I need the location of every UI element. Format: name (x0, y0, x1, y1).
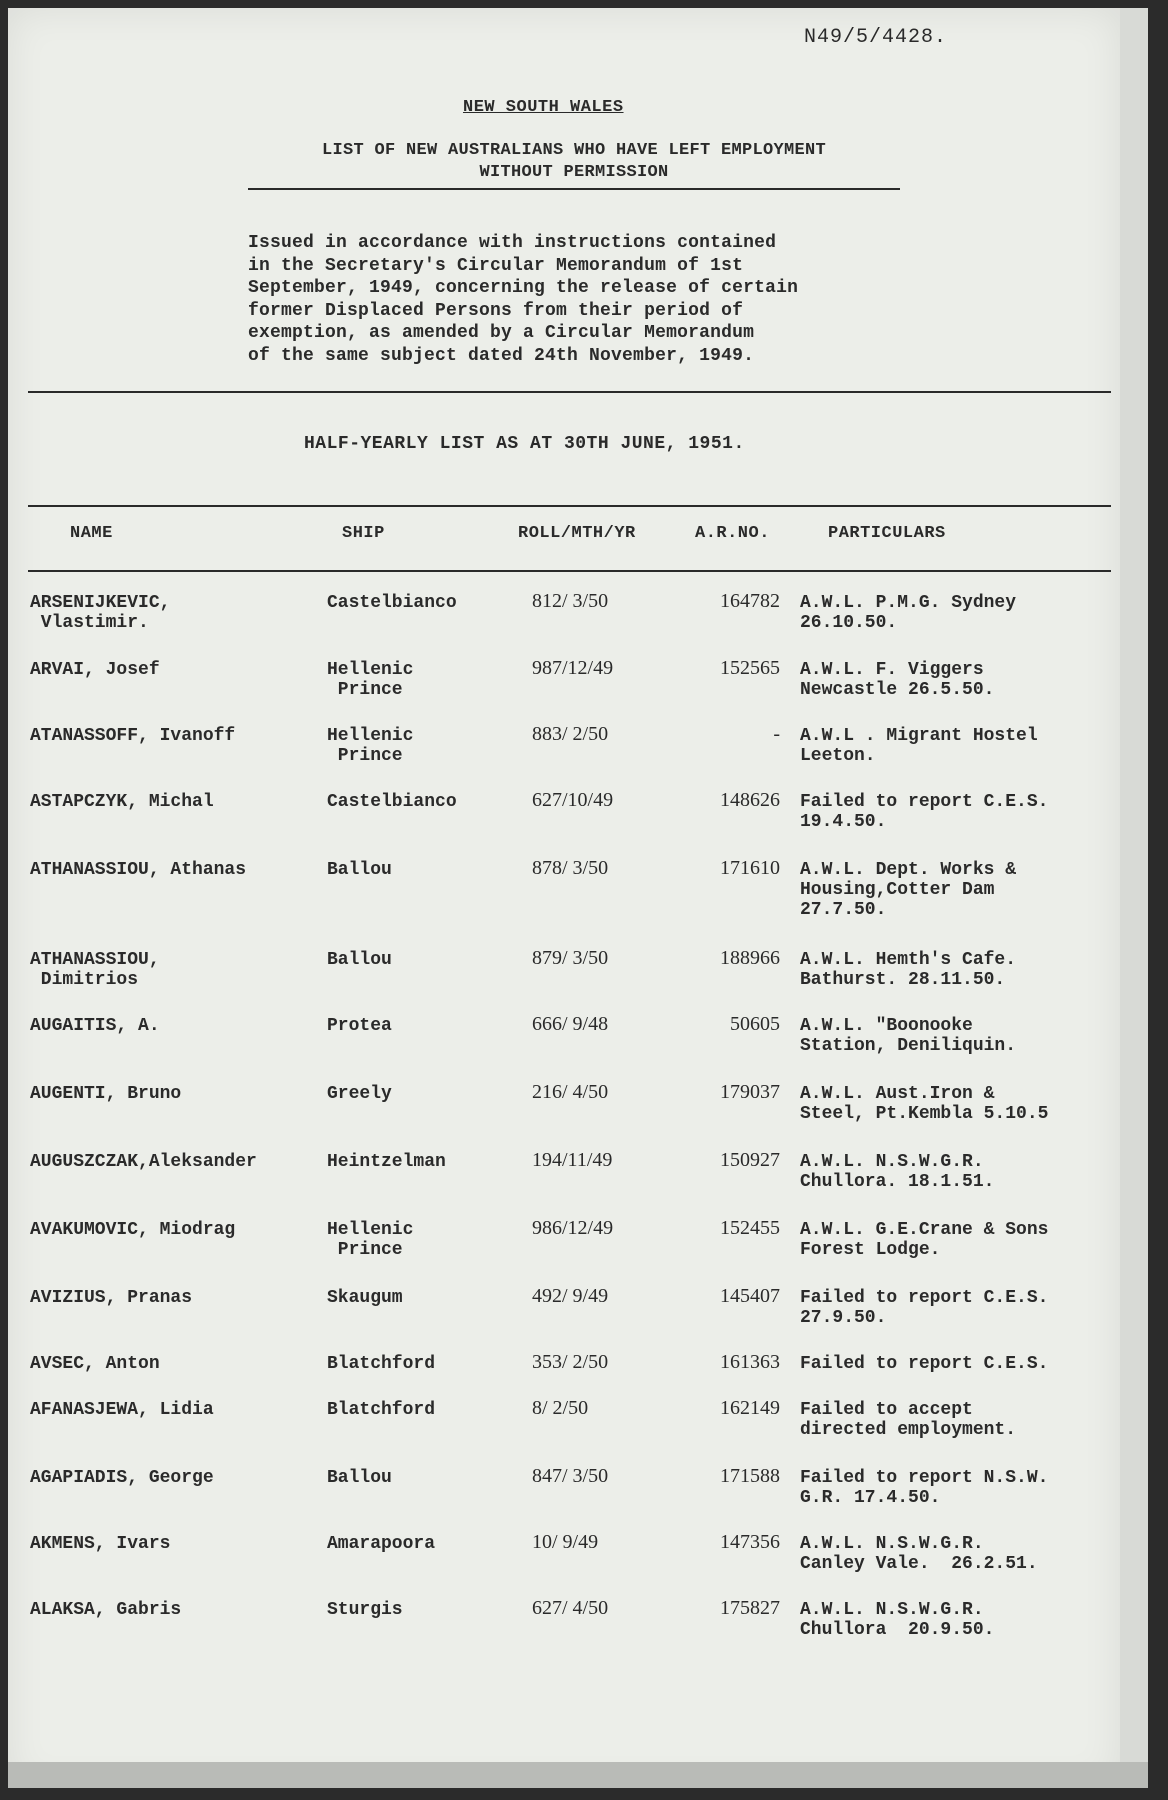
row-ar-no: 145407 (720, 1285, 780, 1307)
row-particulars: Failed to report N.S.W. G.R. 17.4.50. (800, 1468, 1049, 1508)
row-particulars: A.W.L. G.E.Crane & Sons Forest Lodge. (800, 1220, 1049, 1260)
row-ship: Blatchford (327, 1400, 436, 1420)
page-edge (1120, 8, 1148, 1788)
row-name: ATHANASSIOU, Athanas (30, 860, 247, 880)
row-name: AVAKUMOVIC, Miodrag (30, 1220, 236, 1240)
row-roll: 812/ 3/50 (532, 590, 609, 612)
row-particulars: A.W.L. N.S.W.G.R. Chullora. 18.1.51. (800, 1152, 995, 1192)
row-name: ATANASSOFF, Ivanoff (30, 726, 236, 746)
row-name: AKMENS, Ivars (30, 1534, 171, 1554)
divider-rule (28, 391, 1111, 393)
row-name: ARSENIJKEVIC, Vlastimir. (30, 593, 171, 633)
row-particulars: A.W.L. Aust.Iron & Steel, Pt.Kembla 5.10.5 (800, 1084, 1049, 1124)
row-roll: 492/ 9/49 (532, 1285, 609, 1307)
row-roll: 353/ 2/50 (532, 1351, 609, 1373)
row-roll: 666/ 9/48 (532, 1013, 609, 1035)
row-ship: Ballou (327, 1468, 392, 1488)
header-particulars: PARTICULARS (828, 524, 946, 543)
row-particulars: A.W.L . Migrant Hostel Leeton. (800, 726, 1038, 766)
row-particulars: Failed to report C.E.S. 19.4.50. (800, 792, 1049, 832)
row-name: ATHANASSIOU, Dimitrios (30, 950, 160, 990)
row-roll: 627/ 4/50 (532, 1597, 609, 1619)
row-particulars: Failed to accept directed employment. (800, 1400, 1017, 1440)
header-roll: ROLL/MTH/YR (518, 524, 636, 543)
row-roll: 847/ 3/50 (532, 1465, 609, 1487)
row-ship: Greely (327, 1084, 392, 1104)
row-name: AVSEC, Anton (30, 1354, 160, 1374)
row-ar-no: 188966 (720, 947, 780, 969)
title-line-1: LIST OF NEW AUSTRALIANS WHO HAVE LEFT EMPLOYMENT (321, 141, 827, 160)
row-name: ALAKSA, Gabris (30, 1600, 182, 1620)
row-name: AUGAITIS, A. (30, 1016, 160, 1036)
row-ar-no: 152455 (720, 1217, 780, 1239)
list-date-heading: HALF-YEARLY LIST AS AT 30TH JUNE, 1951. (304, 434, 745, 454)
row-ar-no: 162149 (720, 1397, 780, 1419)
row-name: AVIZIUS, Pranas (30, 1288, 193, 1308)
row-ship: Ballou (327, 860, 392, 880)
divider-rule (28, 570, 1111, 572)
row-roll: 878/ 3/50 (532, 857, 609, 879)
state-heading: NEW SOUTH WALES (463, 98, 624, 117)
row-roll: 194/11/49 (532, 1149, 613, 1171)
row-roll: 986/12/49 (532, 1217, 614, 1239)
row-ar-no: 179037 (720, 1081, 780, 1103)
row-name: ASTAPCZYK, Michal (30, 792, 214, 812)
row-ship: Ballou (327, 950, 392, 970)
row-particulars: A.W.L. F. Viggers Newcastle 26.5.50. (800, 660, 995, 700)
row-ar-no: 152565 (720, 657, 780, 679)
row-roll: 627/10/49 (532, 789, 614, 811)
row-name: AUGENTI, Bruno (30, 1084, 182, 1104)
reference-number: N49/5/4428. (804, 26, 948, 49)
row-particulars: A.W.L. Dept. Works & Housing,Cotter Dam 27.7.50. (800, 860, 1017, 920)
row-ar-no: 161363 (720, 1351, 780, 1373)
divider-rule (28, 505, 1111, 507)
row-ar-no: 171588 (720, 1465, 780, 1487)
row-ar-no: 148626 (720, 789, 780, 811)
row-roll: 883/ 2/50 (532, 723, 609, 745)
row-roll: 8/ 2/50 (532, 1397, 589, 1419)
row-ship: Castelbianco (327, 792, 457, 812)
row-particulars: Failed to report C.E.S. 27.9.50. (800, 1288, 1049, 1328)
row-particulars: A.W.L. N.S.W.G.R. Canley Vale. 26.2.51. (800, 1534, 1038, 1574)
row-roll: 879/ 3/50 (532, 947, 609, 969)
header-ship: SHIP (342, 524, 385, 543)
row-ar-no: 175827 (720, 1597, 780, 1619)
row-ship: Sturgis (327, 1600, 403, 1620)
row-ar-no: - (773, 723, 780, 745)
row-particulars: Failed to report C.E.S. (800, 1354, 1049, 1374)
row-ar-no: 147356 (720, 1531, 780, 1553)
intro-paragraph: Issued in accordance with instructions contained in the Secretary's Circular Memorandum of 1st September, 1949, concerning the release of certain former Displaced Persons from their period of exemption, as amended by a Circular Memorandum of the same subject dated 24th November, 1949. (248, 233, 799, 366)
header-name: NAME (70, 524, 113, 543)
document-title (248, 140, 900, 190)
row-ship: Protea (327, 1016, 392, 1036)
row-ar-no: 171610 (720, 857, 780, 879)
row-roll: 10/ 9/49 (532, 1531, 599, 1553)
row-name: ARVAI, Josef (30, 660, 160, 680)
row-name: AFANASJEWA, Lidia (30, 1400, 214, 1420)
row-roll: 987/12/49 (532, 657, 614, 679)
row-roll: 216/ 4/50 (532, 1081, 609, 1103)
row-particulars: A.W.L. "Boonooke Station, Deniliquin. (800, 1016, 1017, 1056)
row-ar-no: 50605 (730, 1013, 780, 1035)
row-particulars: A.W.L. N.S.W.G.R. Chullora 20.9.50. (800, 1600, 995, 1640)
row-ship: Skaugum (327, 1288, 403, 1308)
row-ar-no: 164782 (720, 590, 780, 612)
row-particulars: A.W.L. Hemth's Cafe. Bathurst. 28.11.50. (800, 950, 1017, 990)
row-ship: Castelbianco (327, 593, 457, 613)
row-ship: Hellenic Prince (327, 726, 414, 766)
row-ship: Blatchford (327, 1354, 436, 1374)
row-ship: Heintzelman (327, 1152, 446, 1172)
row-ship: Hellenic Prince (327, 660, 414, 700)
row-ship: Amarapoora (327, 1534, 436, 1554)
row-name: AUGUSZCZAK,Aleksander (30, 1152, 257, 1172)
row-ar-no: 150927 (720, 1149, 780, 1171)
row-particulars: A.W.L. P.M.G. Sydney 26.10.50. (800, 593, 1017, 633)
row-ship: Hellenic Prince (327, 1220, 414, 1260)
row-name: AGAPIADIS, George (30, 1468, 214, 1488)
bottom-edge (8, 1762, 1148, 1788)
title-line-2: WITHOUT PERMISSION (479, 163, 669, 182)
header-ar-no: A.R.NO. (695, 524, 770, 543)
